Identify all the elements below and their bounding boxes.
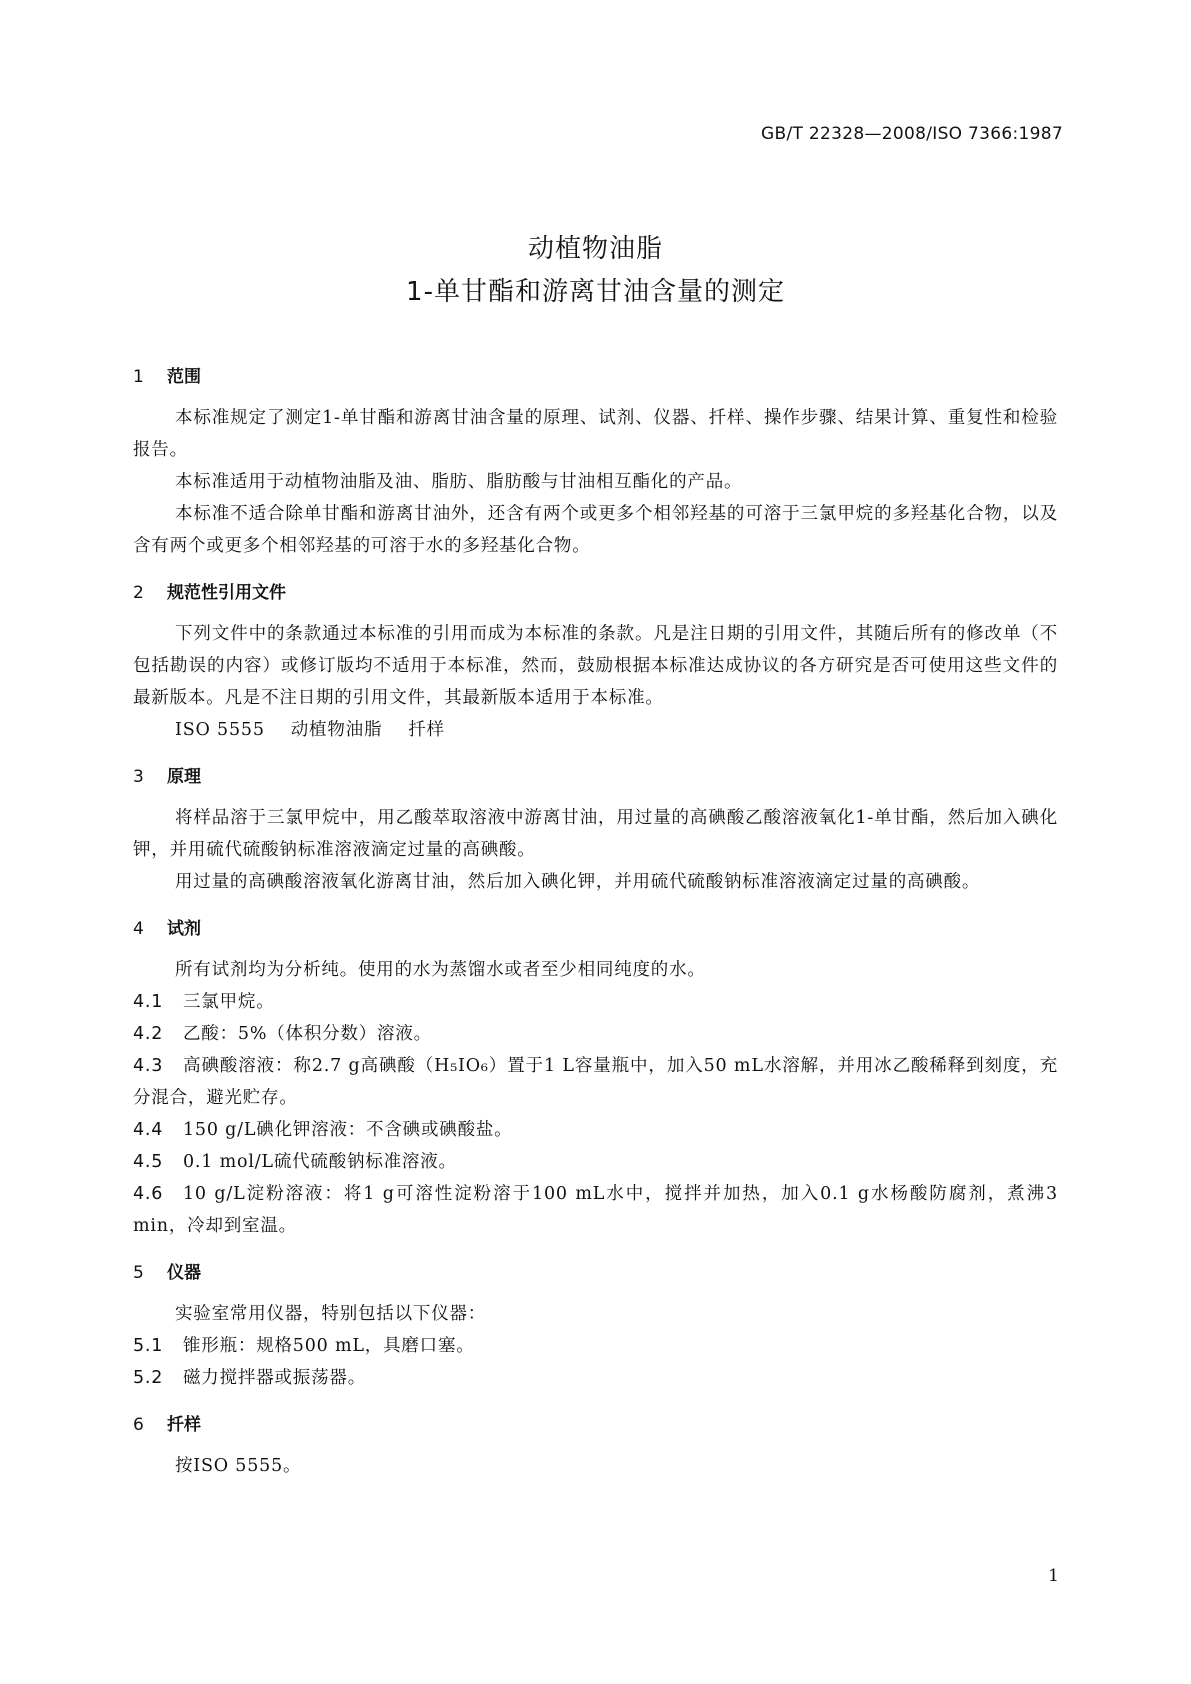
- item-number: 5.1: [133, 1336, 164, 1356]
- section-heading-principle: [133, 766, 1058, 802]
- section-heading-scope: [133, 366, 1058, 402]
- item-text: 150 g/L碘化钾溶液：不含碘或碘酸盐。: [183, 1120, 513, 1140]
- section-number: 5: [133, 1263, 144, 1283]
- reference-title-part2: 扦样: [408, 720, 445, 740]
- item-text: 10 g/L淀粉溶液：将1 g可溶性淀粉溶于100 mL水中，搅拌并加热，加入0.1 g水杨酸防腐剂，煮沸3 min，冷却到室温。: [133, 1184, 1058, 1236]
- paragraph: 将样品溶于三氯甲烷中，用乙酸萃取溶液中游离甘油，用过量的高碘酸乙酸溶液氧化1-单甘酯，然后加入碘化钾，并用硫代硫酸钠标准溶液滴定过量的高碘酸。: [133, 808, 1058, 860]
- item-number: 4.1: [133, 992, 164, 1012]
- item-number: 5.2: [133, 1368, 164, 1388]
- item-number: 4.5: [133, 1152, 164, 1172]
- section-title: 试剂: [167, 919, 201, 939]
- item-number: 4.6: [133, 1184, 164, 1204]
- list-item: [133, 1050, 1058, 1114]
- section-title: 扦样: [167, 1415, 201, 1435]
- item-text: 磁力搅拌器或振荡器。: [183, 1368, 366, 1388]
- list-item: [133, 1018, 1058, 1050]
- section-number: 6: [133, 1415, 144, 1435]
- item-text: 乙酸：5%（体积分数）溶液。: [183, 1024, 432, 1044]
- section-number: 3: [133, 767, 144, 787]
- document-title-line2: 1-单甘酯和游离甘油含量的测定: [406, 277, 785, 307]
- item-text: 锥形瓶：规格500 mL，具磨口塞。: [183, 1336, 475, 1356]
- item-text: 高碘酸溶液：称2.7 g高碘酸（H₅IO₆）置于1 L容量瓶中，加入50 mL水溶解，并用冰乙酸稀释到刻度，充分混合，避光贮存。: [133, 1056, 1058, 1108]
- item-text: 三氯甲烷。: [183, 992, 275, 1012]
- section-heading-reagents: [133, 918, 1058, 954]
- paragraph: 所有试剂均为分析纯。使用的水为蒸馏水或者至少相同纯度的水。: [175, 960, 706, 980]
- paragraph: 下列文件中的条款通过本标准的引用而成为本标准的条款。凡是注日期的引用文件，其随后所有的修改单（不包括勘误的内容）或修订版均不适用于本标准，然而，鼓励根据本标准达成协议的各方研究是否可使用这些文件的最新版本。凡是不注日期的引用文件，其最新版本适用于本标准。: [133, 624, 1058, 708]
- reference-title-part1: 动植物油脂: [290, 720, 383, 740]
- list-item: [133, 1178, 1058, 1242]
- reference-code: ISO 5555: [175, 720, 265, 740]
- paragraph: 本标准不适合除单甘酯和游离甘油外，还含有两个或更多个相邻羟基的可溶于三氯甲烷的多羟基化合物，以及含有两个或更多个相邻羟基的可溶于水的多羟基化合物。: [133, 504, 1058, 556]
- section-title: 规范性引用文件: [167, 583, 286, 603]
- section-title: 仪器: [167, 1263, 201, 1283]
- page-number: 1: [1048, 1566, 1059, 1586]
- document-body: [133, 360, 1058, 1482]
- list-item: [133, 986, 1058, 1018]
- paragraph: 本标准适用于动植物油脂及油、脂肪、脂肪酸与甘油相互酯化的产品。: [175, 472, 743, 492]
- section-heading-sampling: [133, 1414, 1058, 1450]
- document-title-line1: 动植物油脂: [527, 234, 663, 264]
- section-title: 原理: [167, 767, 201, 787]
- paragraph: 实验室常用仪器，特别包括以下仪器：: [175, 1304, 487, 1324]
- section-number: 4: [133, 919, 144, 939]
- list-item: [133, 1114, 1058, 1146]
- paragraph: 用过量的高碘酸溶液氧化游离甘油，然后加入碘化钾，并用硫代硫酸钠标准溶液滴定过量的高碘酸。: [175, 872, 981, 892]
- item-text: 0.1 mol/L硫代硫酸钠标准溶液。: [183, 1152, 457, 1172]
- paragraph: 按ISO 5555。: [175, 1456, 302, 1476]
- list-item: [133, 1362, 1058, 1394]
- section-heading-normative-references: [133, 582, 1058, 618]
- list-item: [133, 1330, 1058, 1362]
- paragraph: 本标准规定了测定1-单甘酯和游离甘油含量的原理、试剂、仪器、扦样、操作步骤、结果计算、重复性和检验报告。: [133, 408, 1058, 460]
- section-number: 2: [133, 583, 144, 603]
- section-number: 1: [133, 367, 144, 387]
- item-number: 4.3: [133, 1056, 164, 1076]
- section-heading-apparatus: [133, 1262, 1058, 1298]
- standard-code: GB/T 22328—2008/ISO 7366:1987: [761, 124, 1063, 144]
- list-item: [133, 1146, 1058, 1178]
- item-number: 4.4: [133, 1120, 164, 1140]
- reference-entry: [133, 714, 1058, 746]
- item-number: 4.2: [133, 1024, 164, 1044]
- section-title: 范围: [167, 367, 201, 387]
